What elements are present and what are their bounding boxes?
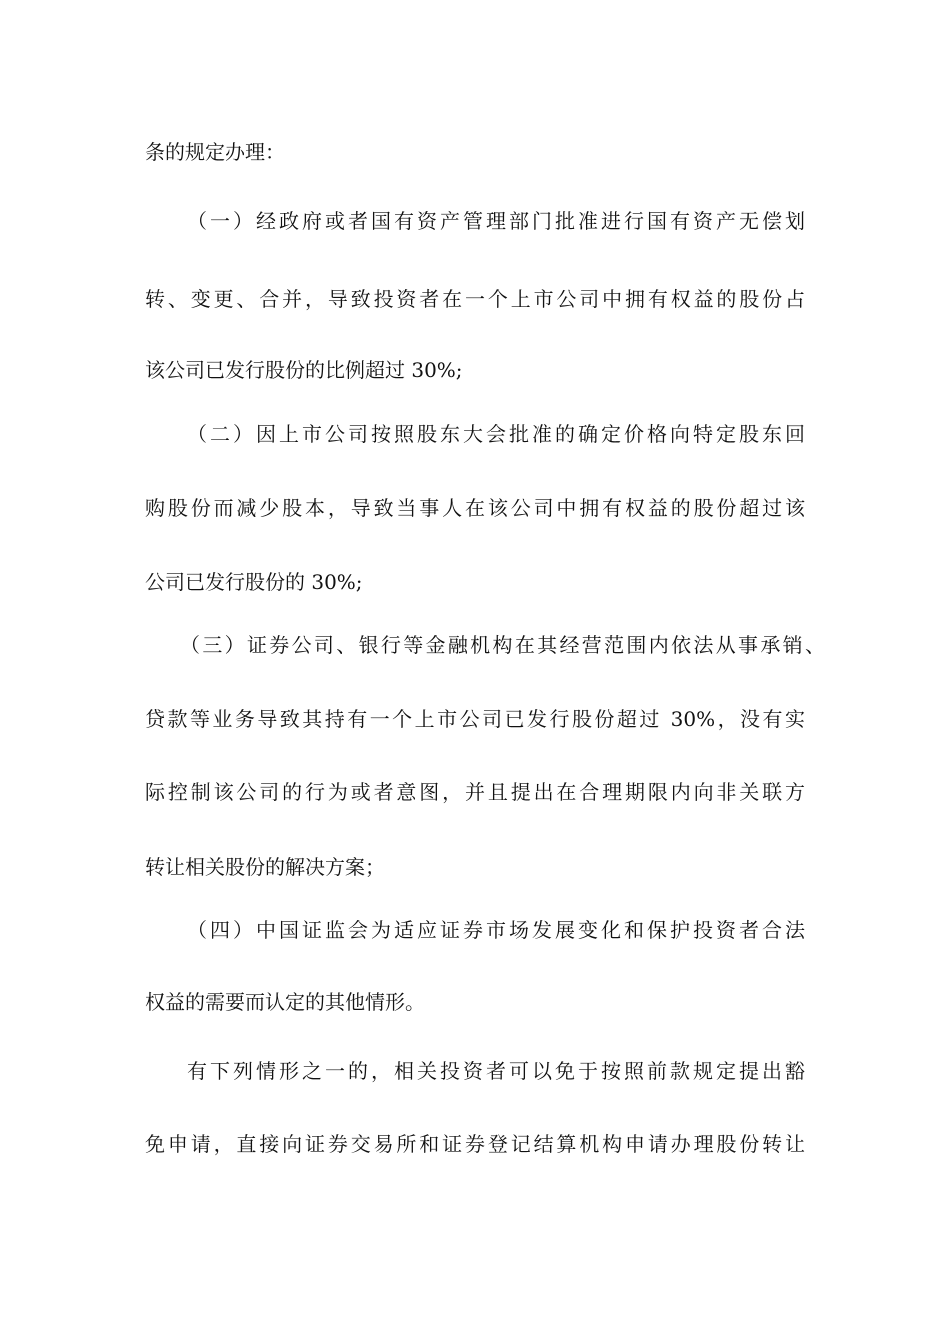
text-line: （三）证券公司、银行等金融机构在其经营范围内依法从事承销、 xyxy=(180,633,825,657)
text-line: （四）中国证监会为适应证券市场发展变化和保护投资者合法 xyxy=(187,918,805,942)
text-line: 转、变更、合并，导致投资者在一个上市公司中拥有权益的股份占 xyxy=(145,287,805,311)
text-line: 贷款等业务导致其持有一个上市公司已发行股份超过 30%，没有实 xyxy=(145,707,805,731)
text-line: （一）经政府或者国有资产管理部门批准进行国有资产无偿划 xyxy=(187,209,805,233)
text-line: 际控制该公司的行为或者意图，并且提出在合理期限内向非关联方 xyxy=(145,780,805,804)
text-line: 条的规定办理： xyxy=(145,140,285,164)
text-line: 转让相关股份的解决方案； xyxy=(145,855,385,879)
text-line: 有下列情形之一的，相关投资者可以免于按照前款规定提出豁 xyxy=(187,1059,805,1083)
text-line: 免申请，直接向证券交易所和证券登记结算机构申请办理股份转让 xyxy=(145,1132,805,1156)
text-line: 权益的需要而认定的其他情形。 xyxy=(145,990,425,1014)
text-line: 购股份而减少股本，导致当事人在该公司中拥有权益的股份超过该 xyxy=(145,496,805,520)
text-line: （二）因上市公司按照股东大会批准的确定价格向特定股东回 xyxy=(187,422,805,446)
text-line: 该公司已发行股份的比例超过 30%; xyxy=(145,358,463,382)
text-line: 公司已发行股份的 30%; xyxy=(145,570,363,594)
